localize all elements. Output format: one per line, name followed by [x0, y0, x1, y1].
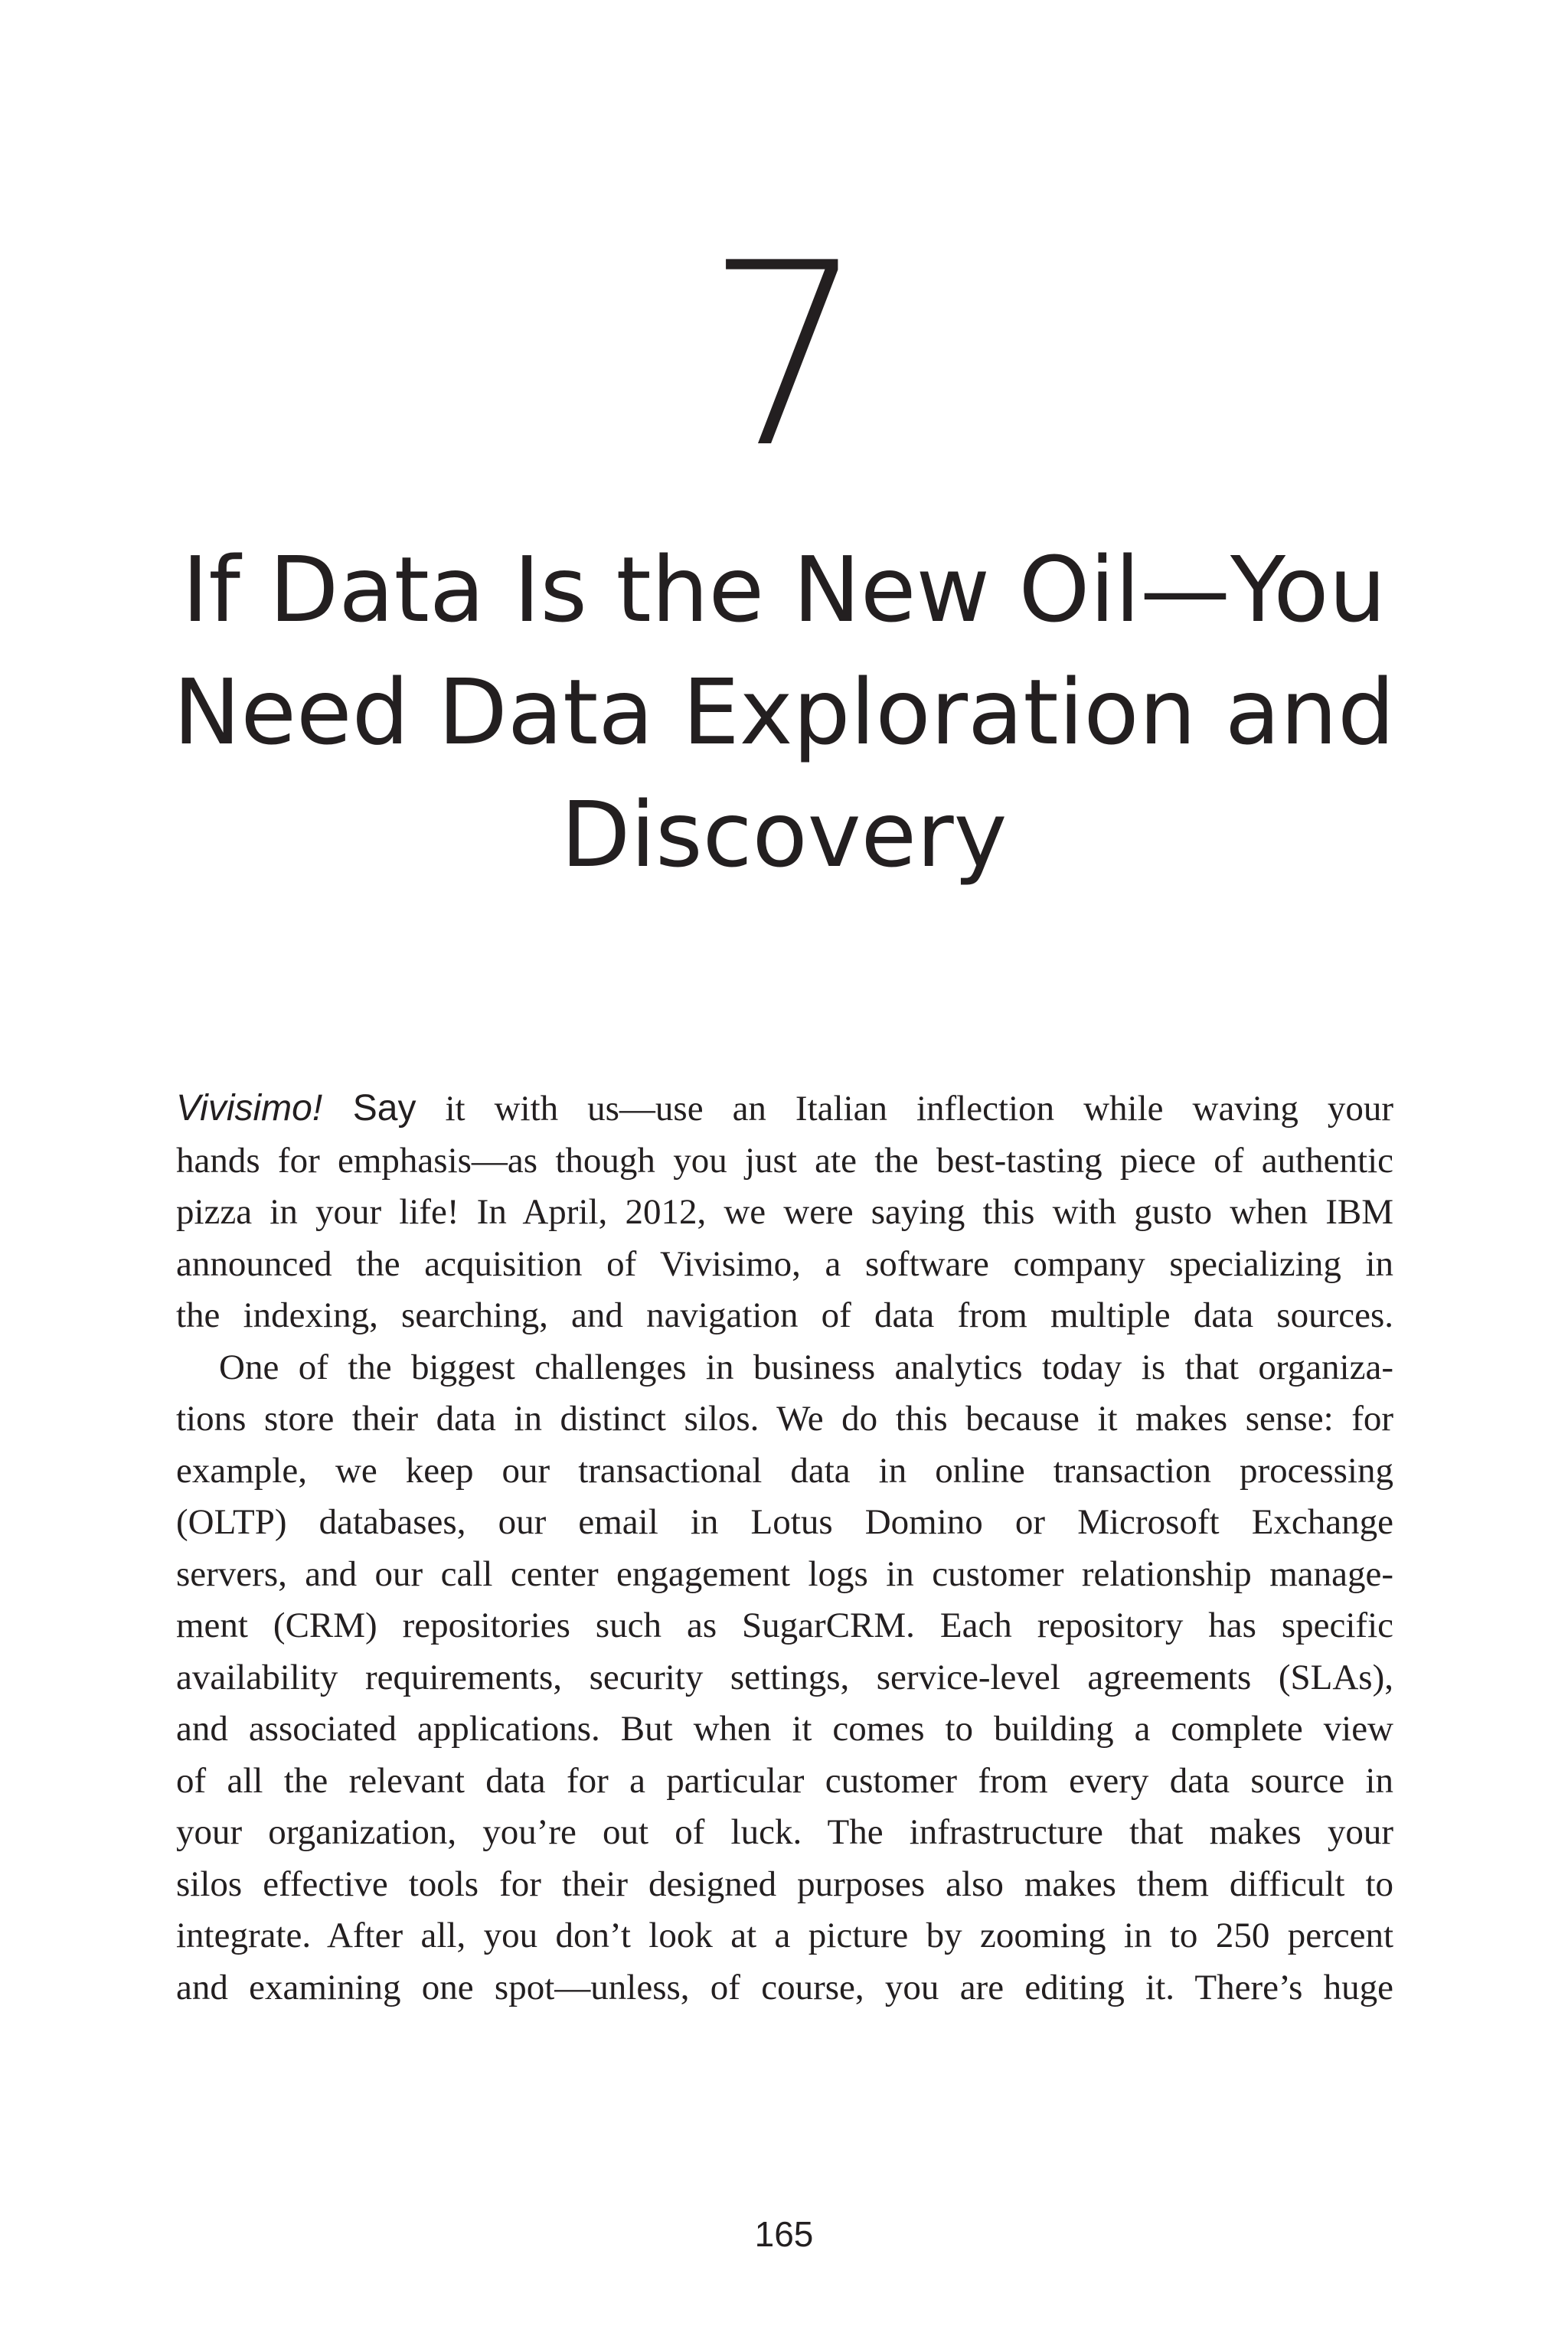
- chapter-title-line-3: Discovery: [560, 782, 1008, 887]
- paragraph-2-line-2: tions store their data in distinct silos. We do this because it makes sense: for: [176, 1399, 1393, 1439]
- chapter-title-line-1: If Data Is the New Oil—You: [181, 537, 1387, 642]
- chapter-title-line-2: Need Data Exploration and: [173, 659, 1395, 765]
- chapter-title: [138, 528, 1430, 896]
- paragraph-1-line-1: [176, 1083, 1393, 1135]
- chapter-number: 7: [705, 209, 863, 503]
- paragraph-1-line-2: hands for emphasis—as though you just ate the best-tasting piece of authentic: [176, 1140, 1393, 1181]
- paragraph-1-line-3: pizza in your life! In April, 2012, we were saying this with gusto when IBM: [176, 1192, 1393, 1232]
- paragraph-2-line-11: silos effective tools for their designed purposes also makes them difficult to: [176, 1864, 1393, 1904]
- paragraph-2-line-4: (OLTP) databases, our email in Lotus Domino or Microsoft Exchange: [176, 1502, 1393, 1542]
- paragraph-2-line-10: your organization, you’re out of luck. The infrastructure that makes your: [176, 1812, 1393, 1852]
- paragraph-2-line-1: One of the biggest challenges in business analytics today is that organiza-: [219, 1347, 1393, 1387]
- paragraph-2-line-12: integrate. After all, you don’t look at a picture by zooming in to 250 percent: [176, 1916, 1393, 1955]
- paragraph-2-line-13: and examining one spot—unless, of course, you are editing it. There’s huge: [176, 1967, 1393, 2007]
- paragraph-2-line-9: of all the relevant data for a particular customer from every data source in: [176, 1760, 1393, 1801]
- paragraph-2-line-6: ment (CRM) repositories such as SugarCRM. Each repository has specific: [176, 1606, 1393, 1645]
- lead-in-italic: Vivisimo!: [176, 1088, 323, 1129]
- paragraph-1-line-1-text: it with us—use an Italian inflection while waving your: [445, 1089, 1394, 1129]
- paragraph-2-line-8: and associated applications. But when it comes to building a complete view: [176, 1709, 1393, 1749]
- lead-in: [176, 1088, 416, 1129]
- lead-in-word: Say: [352, 1088, 416, 1129]
- page-number: 165: [754, 2214, 814, 2254]
- body-text: [176, 1083, 1393, 2014]
- paragraph-2-line-7: availability requirements, security settings, service-level agreements (SLAs),: [176, 1657, 1393, 1697]
- paragraph-1-line-4: announced the acquisition of Vivisimo, a software company specializing in: [176, 1243, 1393, 1284]
- paragraph-2-line-3: example, we keep our transactional data in online transaction processing: [176, 1450, 1393, 1491]
- paragraph-2-line-5: servers, and our call center engagement logs in customer relationship manage-: [176, 1553, 1393, 1594]
- paragraph-1-line-5: the indexing, searching, and navigation of data from multiple data sources.: [176, 1295, 1393, 1335]
